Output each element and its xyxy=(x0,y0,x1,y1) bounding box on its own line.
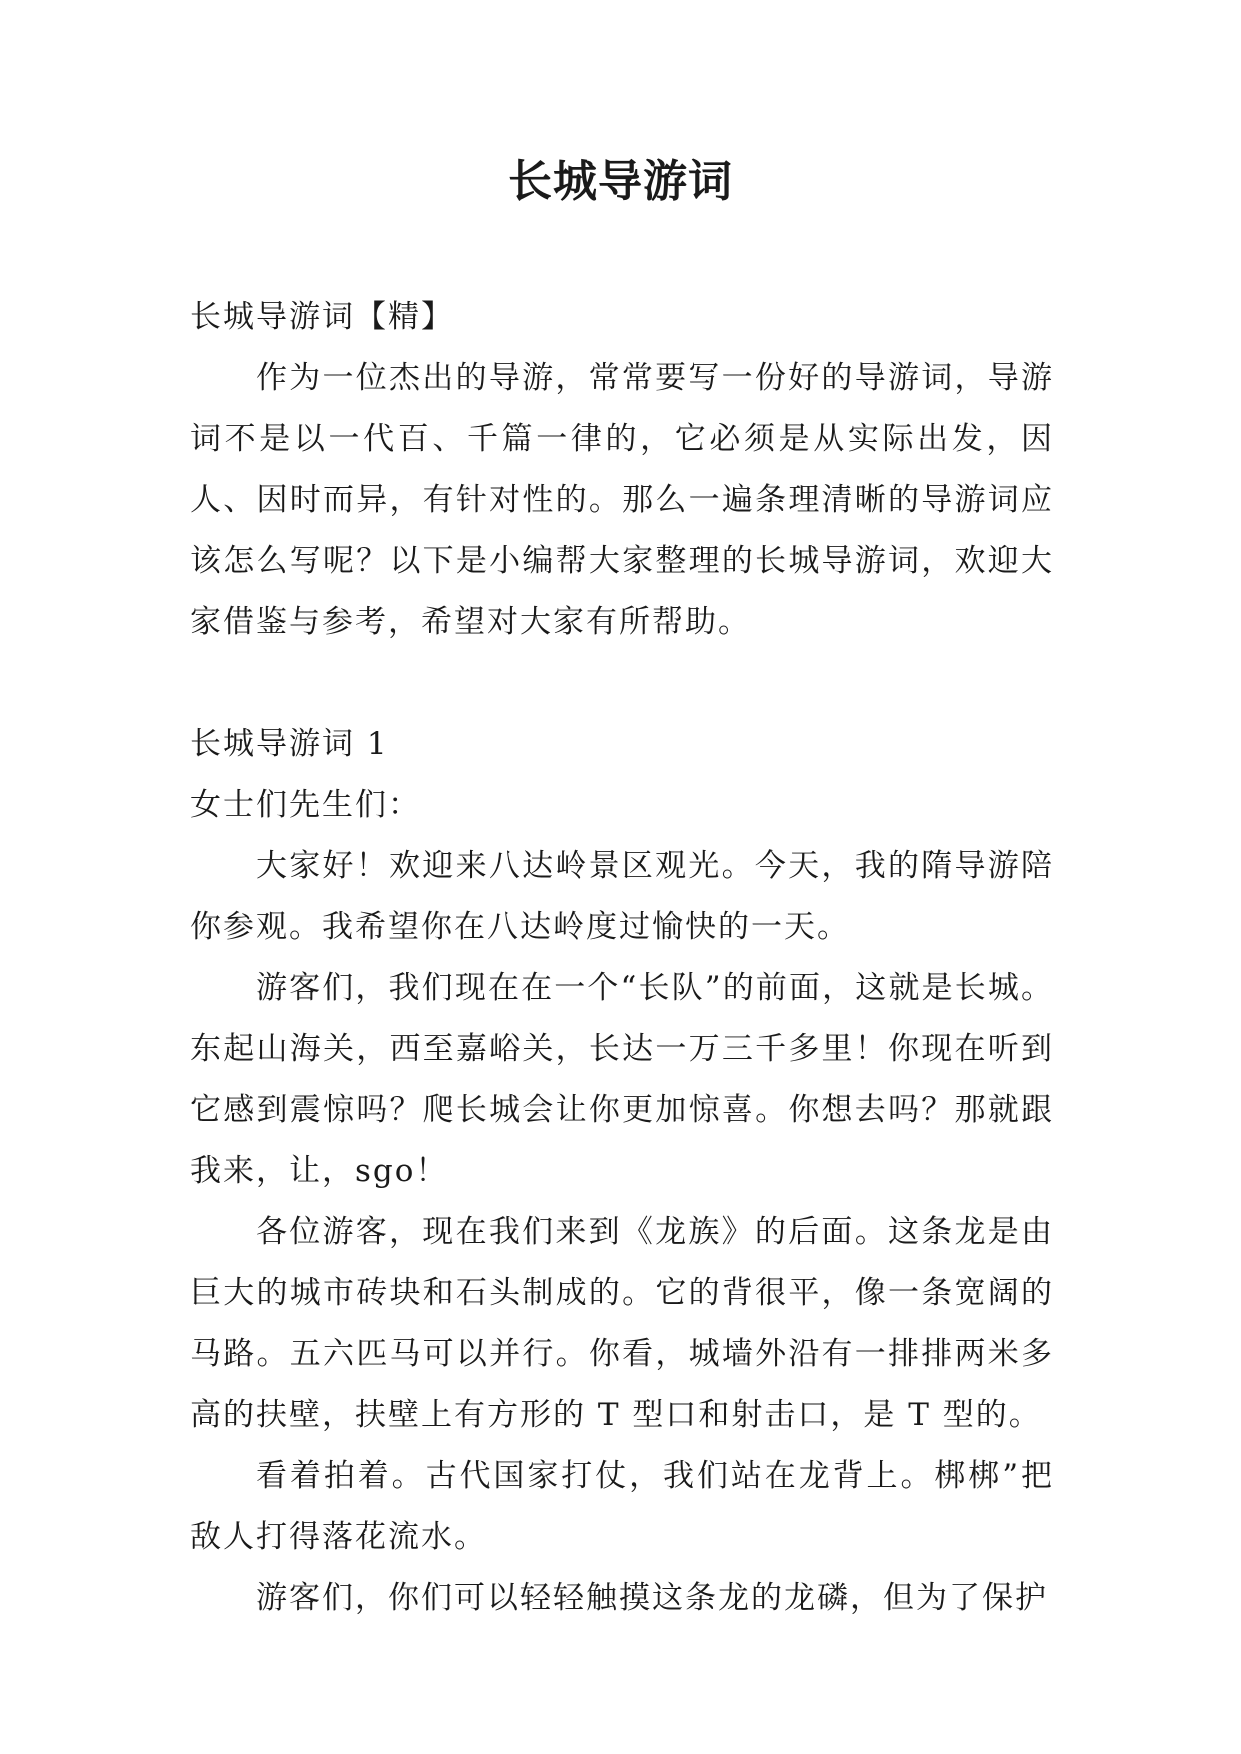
document-title: 长城导游词 xyxy=(508,156,733,207)
body-paragraph: 游客们，我们现在在一个“长队”的前面，这就是长城。东起山海关，西至嘉峪关，长达一万三千多里！你现在听到它感到震惊吗？爬长城会让你更加惊喜。你想去吗？那就跟我来，让，sgo！ xyxy=(190,970,1054,1189)
section-spacer xyxy=(190,653,1054,714)
document-subtitle: 长城导游词【精】 xyxy=(190,299,454,335)
body-paragraph: 各位游客，现在我们来到《龙族》的后面。这条龙是由巨大的城市砖块和石头制成的。它的背很平，像一条宽阔的马路。五六匹马可以并行。你看，城墙外沿有一排排两米多高的扶壁，扶壁上有方形的 T 型口和射击口，是 T 型的。 xyxy=(190,1214,1054,1433)
body-paragraph: 大家好！欢迎来八达岭景区观光。今天，我的隋导游陪你参观。我希望你在八达岭度过愉快的一天。 xyxy=(190,848,1054,945)
body-paragraph: 看着拍着。古代国家打仗，我们站在龙背上。梆梆”把敌人打得落花流水。 xyxy=(190,1458,1054,1555)
body-paragraph: 游客们，你们可以轻轻触摸这条龙的龙磷，但为了保护 xyxy=(256,1580,1048,1616)
greeting-line: 女士们先生们： xyxy=(190,787,421,823)
document-body xyxy=(190,287,1054,1629)
section-heading: 长城导游词 1 xyxy=(190,726,389,762)
intro-paragraph: 作为一位杰出的导游，常常要写一份好的导游词，导游词不是以一代百、千篇一律的，它必须是从实际出发，因人、因时而异，有针对性的。那么一遍条理清晰的导游词应该怎么写呢？以下是小编帮大家整理的长城导游词，欢迎大家借鉴与参考，希望对大家有所帮助。 xyxy=(190,360,1054,640)
